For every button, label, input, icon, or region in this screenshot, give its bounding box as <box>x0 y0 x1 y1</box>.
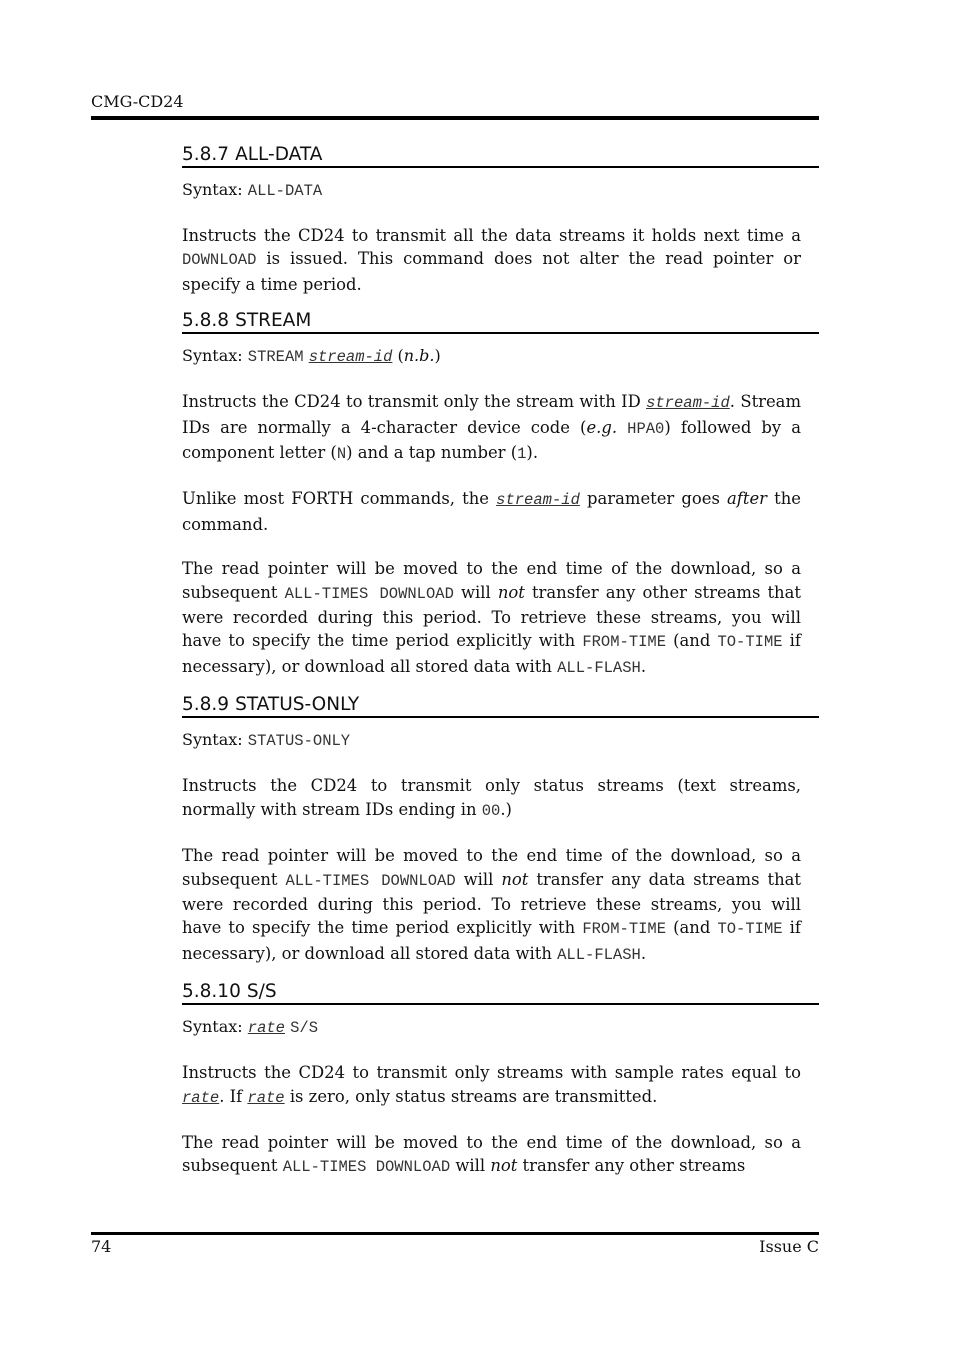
section-number: 5.8.8 <box>182 310 230 332</box>
text: . <box>640 656 647 676</box>
code: TO-TIME <box>717 920 783 939</box>
syntax-label: Syntax: <box>182 346 243 366</box>
text: transfer any other streams that were recorded during this period. To retrieve these streams, you will have to specify the time period explicitly with <box>182 582 801 651</box>
syntax-line <box>182 728 819 753</box>
section-title: STATUS-ONLY <box>235 694 360 716</box>
running-header: CMG-CD24 <box>91 92 184 111</box>
text: The read pointer will be moved to the end time of the download, so a subsequent <box>182 1132 801 1176</box>
text: ). <box>526 443 539 463</box>
section-heading <box>182 144 819 168</box>
syntax-parameter: stream-id <box>308 348 393 367</box>
syntax-command: S/S <box>290 1019 318 1038</box>
text: Instructs the CD24 to transmit only status streams (text streams, normally with stream IDs ending in <box>182 776 801 819</box>
syntax-label: Syntax: <box>182 730 243 750</box>
parameter: rate <box>182 1088 220 1107</box>
text: Unlike most FORTH commands, the <box>182 489 497 509</box>
syntax-command: STREAM <box>247 348 304 367</box>
footer-rule <box>91 1232 819 1235</box>
text: (and <box>666 918 718 938</box>
syntax-line <box>182 1015 819 1040</box>
section-heading <box>182 981 819 1005</box>
paragraph <box>182 557 801 680</box>
section-number: 5.8.9 <box>182 694 230 716</box>
code: ALL-TIMES DOWNLOAD <box>284 584 454 603</box>
paragraph <box>182 1061 801 1110</box>
syntax-line: Syntax: STREAM stream-id (n.b.) <box>182 346 441 367</box>
page-content <box>182 144 819 1194</box>
code: 00 <box>481 801 501 820</box>
text: after <box>727 489 767 509</box>
code: 1 <box>517 445 527 464</box>
text: transfer any other streams <box>517 1156 746 1176</box>
text: . Stream IDs are normally a 4-character device code ( <box>182 392 801 437</box>
code: DOWNLOAD <box>182 251 257 270</box>
section-number: 5.8.10 <box>182 981 241 1003</box>
paragraph <box>182 487 801 536</box>
text: if necessary), or download all stored data with <box>182 918 801 963</box>
code: TO-TIME <box>717 633 783 652</box>
code: ALL-TIMES DOWNLOAD <box>282 1158 451 1177</box>
text: The read pointer will be moved to the end time of the download, so a subsequent <box>182 846 801 889</box>
text: is zero, only status streams are transmitted. <box>284 1086 658 1106</box>
text: ) followed by a component letter ( <box>182 417 801 463</box>
text: if necessary), or download all stored data with <box>182 631 801 676</box>
paragraph <box>182 390 801 466</box>
code: FROM-TIME <box>582 633 667 652</box>
text: not <box>490 1156 518 1176</box>
text: Instructs the CD24 to transmit only the stream with ID <box>182 392 647 412</box>
section-s-s <box>182 981 819 1180</box>
text: Instructs the CD24 to transmit all the data streams it holds next time a <box>182 226 801 245</box>
code: N <box>336 445 347 464</box>
syntax-line <box>182 178 819 203</box>
syntax-parameter: rate <box>247 1019 285 1038</box>
parameter: stream-id <box>646 394 730 413</box>
text: The read pointer will be moved to the end time of the download, so a subsequent <box>182 559 801 602</box>
paragraph <box>182 224 801 296</box>
parameter: rate <box>247 1088 285 1107</box>
page-number: 74 <box>91 1237 112 1256</box>
text: (and <box>666 631 718 651</box>
text: transfer any data streams that were recorded during this period. To retrieve these streams, you will have to specify the time period explicitly with <box>182 869 801 938</box>
section-title: ALL-DATA <box>235 144 323 165</box>
text: Instructs the CD24 to transmit only streams with sample rates equal to <box>182 1063 801 1083</box>
section-all-data <box>182 144 819 296</box>
text: ) and a tap number ( <box>346 443 518 463</box>
section-stream <box>182 310 819 680</box>
header-rule <box>91 116 819 120</box>
syntax-command: ALL-DATA <box>247 182 323 200</box>
syntax-label: Syntax: <box>182 180 243 199</box>
section-number: 5.8.7 <box>182 144 230 165</box>
syntax-command: STATUS-ONLY <box>247 732 351 751</box>
section-heading <box>182 694 819 718</box>
text: not <box>497 582 525 602</box>
code: ALL-TIMES DOWNLOAD <box>285 871 456 890</box>
text: .) <box>500 799 512 819</box>
text: will <box>450 1156 491 1176</box>
section-title: S/S <box>246 981 277 1003</box>
section-status-only <box>182 694 819 967</box>
paragraph <box>182 774 801 823</box>
text: is issued. This command does not alter the read pointer or specify a time period. <box>182 249 801 294</box>
code: ALL-FLASH <box>557 658 641 677</box>
text: . If <box>219 1086 248 1106</box>
text: . <box>640 943 647 963</box>
code: FROM-TIME <box>582 920 667 939</box>
section-title: STREAM <box>235 310 312 332</box>
code: HPA0 <box>627 419 665 438</box>
text: will <box>455 869 502 889</box>
text: the command. <box>182 489 801 534</box>
text: not <box>501 869 529 889</box>
code: ALL-FLASH <box>557 945 641 964</box>
paragraph <box>182 1131 801 1180</box>
issue-label: Issue C <box>759 1237 819 1256</box>
text: parameter goes <box>579 489 728 509</box>
syntax-label: Syntax: <box>182 1017 243 1037</box>
section-heading <box>182 310 819 334</box>
paragraph <box>182 844 801 967</box>
text: will <box>453 582 498 602</box>
parameter: stream-id <box>496 491 580 510</box>
note: n.b. <box>403 346 435 366</box>
text: e.g. <box>586 417 618 437</box>
